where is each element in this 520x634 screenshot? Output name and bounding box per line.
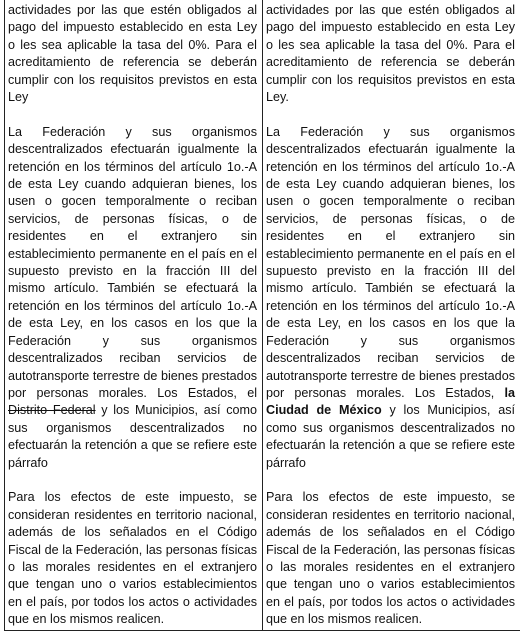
right-column-cell <box>263 0 520 631</box>
left-column-cell <box>5 0 263 631</box>
left-paragraph-2-text-after: y los Municipios, así como sus organismos descentralizados no efectuarán la retención a que se refiere este párrafo <box>8 403 257 470</box>
left-paragraph-3: Para los efectos de este impuesto, se consideran residentes en territorio nacional, además de los señalados en el Código Fiscal de la Federación, las personas físicas o las morales residentes en el extranjero que tengan uno o varios establecimientos en el país, por todos los actos o actividades que en los mismos realicen. <box>8 490 257 627</box>
left-paragraph-1: actividades por las que estén obligados al pago del impuesto establecido en esta Ley o les sea aplicable la tasa del 0%. Para el acreditamiento de referencia se deberán cumplir con los requisitos previstos en esta Ley <box>8 3 257 105</box>
struck-text-distrito-federal: Distrito Federal <box>8 403 96 418</box>
bold-text-ciudad-de-mexico: la Ciudad de México <box>266 385 515 418</box>
left-paragraph-2-text-before: La Federación y sus organismos descentralizados efectuarán igualmente la retención en los términos del artículo 1o.-A de esta Ley cuando adquieran bienes, los usen o gocen temporalmente o reciban servicios, de personas físicas, o de residentes en el extranjero sin establecimiento permanente en el país en el supuesto previsto en la fracción III del mismo artículo. También se efectuará la retención en los términos del artículo 1o.-A de esta Ley, en los casos en los que la Federación y sus organismos descentralizados reciban servicios de autotransporte terrestre de bienes prestados por personas morales. Los Estados, el <box>8 124 257 400</box>
right-paragraph-2-text-before: La Federación y sus organismos descentralizados efectuarán igualmente la retención en los términos del artículo 1o.-A de esta Ley cuando adquieran bienes, los usen o gocen temporalmente o reciban servicios, de personas físicas, o de residentes en el extranjero sin establecimiento permanente en el país en el supuesto previsto en la fracción III del mismo artículo. También se efectuará la retención en los términos del artículo 1o.-A de esta Ley, en los casos en los que la Federación y sus organismos descentralizados reciban servicios de autotransporte terrestre de bienes prestados por personas morales. Los Estados, <box>266 124 515 400</box>
table-row <box>5 0 520 631</box>
right-paragraph-2 <box>266 124 515 472</box>
right-paragraph-3: Para los efectos de este impuesto, se consideran residentes en territorio nacional, además de los señalados en el Código Fiscal de la Federación, las personas físicas o las morales residentes en el extranjero que tengan uno o varios establecimientos en el país, por todos los actos o actividades que en los mismos realicen. <box>266 490 515 627</box>
left-paragraph-2 <box>8 124 257 472</box>
right-paragraph-2-text-after: y los Municipios, así como sus organismos descentralizados no efectuarán la retención a que se refiere este párrafo <box>266 403 515 470</box>
right-paragraph-1: actividades por las que estén obligados al pago del impuesto establecido en esta Ley o les sea aplicable la tasa del 0%. Para el acreditamiento de referencia se deberán cumplir con los requisitos previstos en esta Ley. <box>266 3 515 105</box>
comparison-table <box>4 0 520 631</box>
